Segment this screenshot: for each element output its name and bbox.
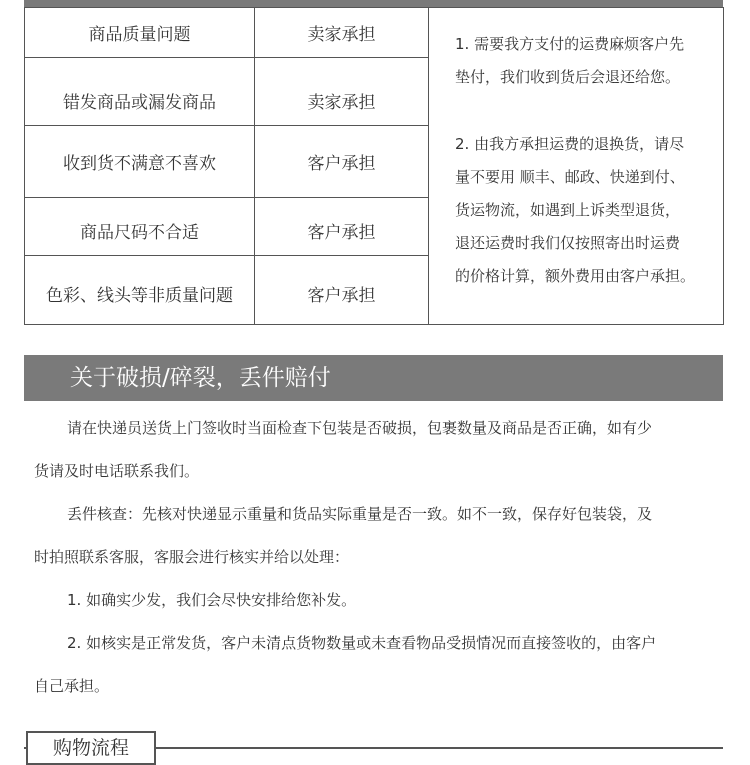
damage-policy-text [34,407,720,708]
note-line: 量不要用 顺丰、邮政、快递到付、 [455,168,685,186]
text-line: 时拍照联系客服，客服会进行核实并给以处理： [34,548,350,566]
issue-cell: 商品质量问题 [25,8,255,58]
paragraph-inspection [34,407,720,493]
section-banner [24,355,723,401]
bearer-cell: 客户承担 [255,256,429,325]
shopping-flow-tab: 购物流程 [26,731,156,765]
bearer-cell: 客户承担 [255,126,429,198]
issue-cell: 色彩、线头等非质量问题 [25,256,255,325]
section-title: 关于破损/碎裂，丢件赔付 [70,365,331,391]
note-line: 货运物流，如遇到上诉类型退货， [455,201,681,219]
bearer-cell: 客户承担 [255,198,429,256]
issue-cell: 商品尺码不合适 [25,198,255,256]
item-signed [34,622,720,708]
text-line: 自己承担。 [34,677,110,695]
issue-cell: 错发商品或漏发商品 [25,58,255,126]
issue-cell: 收到货不满意不喜欢 [25,126,255,198]
table-top-bar [24,0,723,7]
item-missing: 1. 如确实少发，我们会尽快安排给您补发。 [67,591,357,609]
text-line: 2. 如核实是正常发货，客户未清点货物数量或未查看物品受损情况而直接签收的，由客户 [67,634,657,652]
note-line: 2. 由我方承担运费的退换货，请尽 [455,135,685,153]
table-row [25,8,724,58]
shipping-notes-cell [429,8,724,325]
shipping-note-1 [455,28,713,94]
shipping-note-2 [455,128,713,293]
note-line: 的价格计算，额外费用由客户承担。 [455,267,696,285]
text-line: 货请及时电话联系我们。 [34,462,200,480]
return-policy-table [24,7,724,325]
note-line: 垫付，我们收到货后会退还给您。 [455,68,681,86]
bearer-cell: 卖家承担 [255,8,429,58]
text-line: 请在快递员送货上门签收时当面检查下包装是否破损，包裹数量及商品是否正确，如有少 [67,419,653,437]
note-line: 退还运费时我们仅按照寄出时运费 [455,234,681,252]
paragraph-lost-check [34,493,720,579]
bearer-cell: 卖家承担 [255,58,429,126]
note-line: 1. 需要我方支付的运费麻烦客户先 [455,35,685,53]
text-line: 丢件核查：先核对快递显示重量和货品实际重量是否一致。如不一致，保存好包装袋，及 [67,505,653,523]
